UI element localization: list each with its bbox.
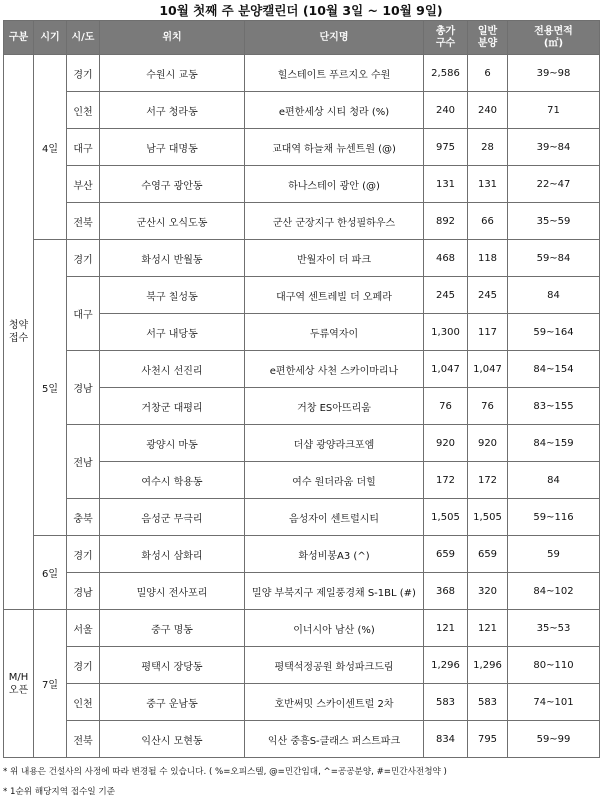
general-units-cell: 795 <box>468 721 508 758</box>
area-cell: 84~154 <box>508 351 600 388</box>
region-cell: 부산 <box>67 166 100 203</box>
date-4: 4일 <box>34 55 67 240</box>
header-complex: 단지명 <box>245 21 424 55</box>
location-cell: 중구 명동 <box>100 610 245 647</box>
calendar-table <box>3 20 600 758</box>
region-cell: 경남 <box>67 351 100 425</box>
location-cell: 서구 내당동 <box>100 314 245 351</box>
location-cell: 남구 대명동 <box>100 129 245 166</box>
total-units-cell: 245 <box>424 277 468 314</box>
location-cell: 거창군 대평리 <box>100 388 245 425</box>
location-cell: 사천시 선진리 <box>100 351 245 388</box>
header-location: 위치 <box>100 21 245 55</box>
complex-cell: 이너시아 남산 (%) <box>245 610 424 647</box>
region-cell: 경기 <box>67 536 100 573</box>
region-cell: 전북 <box>67 721 100 758</box>
table-row <box>4 610 600 647</box>
complex-cell: 호반써밋 스카이센트럴 2차 <box>245 684 424 721</box>
total-units-cell: 240 <box>424 92 468 129</box>
location-cell: 수영구 광안동 <box>100 166 245 203</box>
general-units-cell: 583 <box>468 684 508 721</box>
location-cell: 수원시 교동 <box>100 55 245 92</box>
location-cell: 광양시 마동 <box>100 425 245 462</box>
area-cell: 59~99 <box>508 721 600 758</box>
region-cell: 충북 <box>67 499 100 536</box>
area-cell: 84 <box>508 462 600 499</box>
table-row <box>4 499 600 536</box>
footnotes <box>3 766 599 799</box>
total-units-cell: 920 <box>424 425 468 462</box>
total-units-cell: 2,586 <box>424 55 468 92</box>
general-units-cell: 659 <box>468 536 508 573</box>
group-model-house <box>4 610 34 758</box>
header-total-line1: 총가 <box>435 25 456 37</box>
region-cell: 전북 <box>67 203 100 240</box>
group-subscription-line1: 청약 <box>8 320 29 331</box>
complex-cell: 두류역자이 <box>245 314 424 351</box>
general-units-cell: 320 <box>468 573 508 610</box>
general-units-cell: 117 <box>468 314 508 351</box>
group-mh-line2: 오픈 <box>8 684 29 696</box>
region-cell: 경남 <box>67 573 100 610</box>
location-cell: 북구 칠성동 <box>100 277 245 314</box>
header-row <box>4 21 600 55</box>
region-cell: 경기 <box>67 240 100 277</box>
group-subscription-line2: 접수 <box>8 333 29 344</box>
total-units-cell: 583 <box>424 684 468 721</box>
header-sido: 시/도 <box>67 21 100 55</box>
general-units-cell: 1,505 <box>468 499 508 536</box>
location-cell: 화성시 반월동 <box>100 240 245 277</box>
table-row <box>4 684 600 721</box>
general-units-cell: 76 <box>468 388 508 425</box>
total-units-cell: 1,296 <box>424 647 468 684</box>
general-units-cell: 172 <box>468 462 508 499</box>
complex-cell: 하나스테이 광안 (@) <box>245 166 424 203</box>
region-cell: 인천 <box>67 92 100 129</box>
complex-cell: 교대역 하늘채 뉴센트원 (@) <box>245 129 424 166</box>
header-area-line2: (㎡) <box>543 37 564 49</box>
area-cell: 83~155 <box>508 388 600 425</box>
area-cell: 84~102 <box>508 573 600 610</box>
total-units-cell: 1,300 <box>424 314 468 351</box>
location-cell: 군산시 오식도동 <box>100 203 245 240</box>
location-cell: 화성시 삼화리 <box>100 536 245 573</box>
area-cell: 39~84 <box>508 129 600 166</box>
area-cell: 59~84 <box>508 240 600 277</box>
region-cell: 대구 <box>67 129 100 166</box>
footnote-criteria: * 1순위 해당지역 접수일 기준 <box>3 787 116 797</box>
table-row <box>4 573 600 610</box>
table-row <box>4 166 600 203</box>
complex-cell: 군산 군장지구 한성필하우스 <box>245 203 424 240</box>
complex-cell: 평택석정공원 화성파크드림 <box>245 647 424 684</box>
complex-cell: 거창 ES아뜨리움 <box>245 388 424 425</box>
general-units-cell: 28 <box>468 129 508 166</box>
header-sigi: 시기 <box>34 21 67 55</box>
date-6: 6일 <box>34 536 67 610</box>
location-cell: 음성군 무극리 <box>100 499 245 536</box>
table-row <box>4 203 600 240</box>
total-units-cell: 1,505 <box>424 499 468 536</box>
header-general-units <box>468 21 508 55</box>
area-cell: 35~53 <box>508 610 600 647</box>
total-units-cell: 659 <box>424 536 468 573</box>
area-cell: 39~98 <box>508 55 600 92</box>
complex-cell: 익산 중흥S-클래스 퍼스트파크 <box>245 721 424 758</box>
date-7: 7일 <box>34 610 67 758</box>
general-units-cell: 66 <box>468 203 508 240</box>
general-units-cell: 6 <box>468 55 508 92</box>
total-units-cell: 121 <box>424 610 468 647</box>
location-cell: 서구 청라동 <box>100 92 245 129</box>
total-units-cell: 368 <box>424 573 468 610</box>
location-cell: 밀양시 전사포리 <box>100 573 245 610</box>
area-cell: 80~110 <box>508 647 600 684</box>
header-total-line2: 구수 <box>435 37 456 49</box>
group-subscription <box>4 55 34 610</box>
total-units-cell: 468 <box>424 240 468 277</box>
table-row <box>4 721 600 758</box>
region-cell: 경기 <box>67 647 100 684</box>
date-5: 5일 <box>34 240 67 536</box>
area-cell: 84~159 <box>508 425 600 462</box>
table-row <box>4 129 600 166</box>
general-units-cell: 240 <box>468 92 508 129</box>
area-cell: 74~101 <box>508 684 600 721</box>
total-units-cell: 892 <box>424 203 468 240</box>
table-row <box>4 647 600 684</box>
complex-cell: e편한세상 시티 청라 (%) <box>245 92 424 129</box>
total-units-cell: 172 <box>424 462 468 499</box>
complex-cell: 여수 원더라움 더힐 <box>245 462 424 499</box>
region-cell: 대구 <box>67 277 100 351</box>
area-cell: 59~164 <box>508 314 600 351</box>
area-cell: 59 <box>508 536 600 573</box>
header-area-line1: 전용면적 <box>534 25 573 37</box>
region-cell: 서울 <box>67 610 100 647</box>
header-area <box>508 21 600 55</box>
complex-cell: 더샵 광양라크포엠 <box>245 425 424 462</box>
area-cell: 84 <box>508 277 600 314</box>
complex-cell: 화성비봉A3 (^) <box>245 536 424 573</box>
total-units-cell: 834 <box>424 721 468 758</box>
general-units-cell: 121 <box>468 610 508 647</box>
region-cell: 경기 <box>67 55 100 92</box>
area-cell: 71 <box>508 92 600 129</box>
location-cell: 여수시 학용동 <box>100 462 245 499</box>
footnote-legend: * 위 내용은 건설사의 사정에 따라 변경될 수 있습니다. ( %=오피스텔, @=민간임대, ^=공공분양, #=민간사전청약 ) <box>3 767 447 777</box>
complex-cell: 반월자이 더 파크 <box>245 240 424 277</box>
location-cell: 중구 운남동 <box>100 684 245 721</box>
total-units-cell: 1,047 <box>424 351 468 388</box>
complex-cell: e편한세상 사천 스카이마리나 <box>245 351 424 388</box>
table-row <box>4 351 600 388</box>
general-units-cell: 245 <box>468 277 508 314</box>
general-units-cell: 131 <box>468 166 508 203</box>
header-gubun: 구분 <box>4 21 34 55</box>
table-row <box>4 240 600 277</box>
total-units-cell: 131 <box>424 166 468 203</box>
header-total-units <box>424 21 468 55</box>
group-mh-line1: M/H <box>8 671 29 683</box>
table-row <box>4 92 600 129</box>
table-row <box>4 536 600 573</box>
area-cell: 22~47 <box>508 166 600 203</box>
complex-cell: 음성자이 센트럴시티 <box>245 499 424 536</box>
complex-cell: 대구역 센트레빌 더 오페라 <box>245 277 424 314</box>
area-cell: 35~59 <box>508 203 600 240</box>
total-units-cell: 975 <box>424 129 468 166</box>
header-general-line1: 일반 <box>477 25 498 37</box>
general-units-cell: 920 <box>468 425 508 462</box>
location-cell: 익산시 모현동 <box>100 721 245 758</box>
complex-cell: 밀양 부북지구 제일풍경채 S-1BL (#) <box>245 573 424 610</box>
location-cell: 평택시 장당동 <box>100 647 245 684</box>
general-units-cell: 118 <box>468 240 508 277</box>
area-cell: 59~116 <box>508 499 600 536</box>
region-cell: 전남 <box>67 425 100 499</box>
table-row <box>4 55 600 92</box>
general-units-cell: 1,296 <box>468 647 508 684</box>
table-row <box>4 277 600 314</box>
page-title: 10월 첫째 주 분양캘린더 (10월 3일 ~ 10월 9일) <box>159 3 443 18</box>
complex-cell: 힐스테이트 푸르지오 수원 <box>245 55 424 92</box>
table-row <box>4 425 600 462</box>
general-units-cell: 1,047 <box>468 351 508 388</box>
region-cell: 인천 <box>67 684 100 721</box>
header-general-line2: 분양 <box>477 37 498 49</box>
total-units-cell: 76 <box>424 388 468 425</box>
